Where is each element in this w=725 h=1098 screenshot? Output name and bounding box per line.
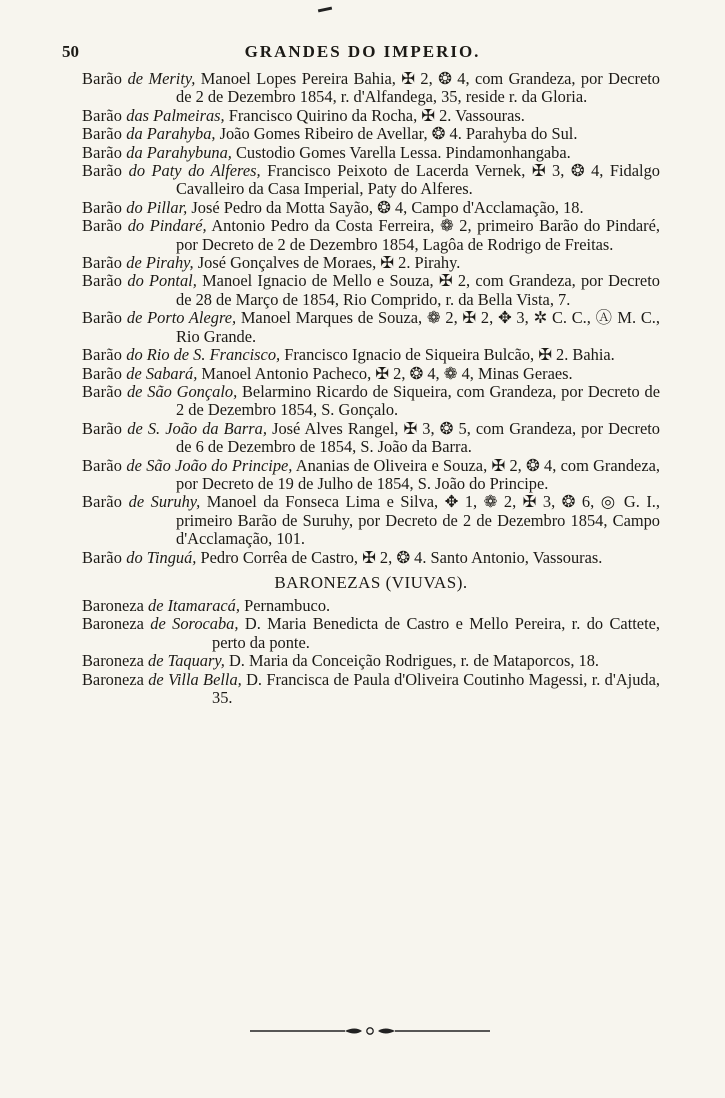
entry: Barão do Rio de S. Francisco, Francisco Ignacio de Siqueira Bulcão, ✠ 2. Bahia. <box>82 345 615 365</box>
section-heading: BARONEZAS (VIUVAS). <box>274 572 468 592</box>
entry: Barão do Pindaré, Antonio Pedro da Costa Ferreira, ❁ 2, primeiro Barão do Pindaré, por Decreto de 2 de Dezembro 1854, Lagôa de Rodrigo de Freitas. <box>82 216 661 254</box>
baroness-entry: Baroneza de Sorocaba, D. Maria Benedicta de Castro e Mello Pereira, r. do Cattete, perto da ponte. <box>82 614 660 652</box>
ornament-rule <box>250 1026 490 1036</box>
entry: Barão de Merity, Manoel Lopes Pereira Bahia, ✠ 2, ❂ 4, com Grandeza, por Decreto de 2 de Dezembro 1854, r. d'Alfandega, 35, reside r. da Gloria. <box>82 69 661 107</box>
running-head: GRANDES DO IMPERIO. <box>244 42 481 61</box>
entry: Barão do Pillar, José Pedro da Motta Sayão, ❂ 4, Campo d'Acclamação, 18. <box>82 197 584 217</box>
top-mark <box>318 7 332 13</box>
entry: Barão de Pirahy, José Gonçalves de Moraes, ✠ 2. Pirahy. <box>82 253 461 273</box>
entry: Barão das Palmeiras, Francisco Quirino da Rocha, ✠ 2. Vassouras. <box>82 105 525 125</box>
baroness-entry: Baroneza de Taquary, D. Maria da Conceição Rodrigues, r. de Mataporcos, 18. <box>82 651 600 671</box>
entry: Barão de Sabará, Manoel Antonio Pacheco, ✠ 2, ❂ 4, ❁ 4, Minas Geraes. <box>82 363 573 383</box>
entry: Barão de Porto Alegre, Manoel Marques de Souza, ❁ 2, ✠ 2, ✥ 3, ✲ C. C., Ⓐ M. C., Rio Grande. <box>82 308 660 346</box>
entry: Barão de Suruhy, Manoel da Fonseca Lima e Silva, ✥ 1, ❁ 2, ✠ 3, ❂ 6, ◎ G. I., primeiro Barão de Suruhy, por Decreto de 2 de Dezembro 1854, Campo d'Acclamação, 101. <box>82 492 660 549</box>
entry: Barão do Tinguá, Pedro Corrêa de Castro, ✠ 2, ❂ 4. Santo Antonio, Vassouras. <box>82 547 603 567</box>
entry: Barão de S. João da Barra, José Alves Rangel, ✠ 3, ❂ 5, com Grandeza, por Decreto de 6 de Dezembro de 1854, S. João da Barra. <box>82 418 660 457</box>
entry: Barão do Paty do Alferes, Francisco Peixoto de Lacerda Vernek, ✠ 3, ❂ 4, Fidalgo Cavalleiro da Casa Imperial, Paty do Alferes. <box>82 161 660 199</box>
baroness-entry: Baroneza de Itamaracá, Pernambuco. <box>82 595 331 615</box>
entry: Barão de São Gonçalo, Belarmino Ricardo de Siqueira, com Grandeza, por Decreto de 2 de Dezembro 1854, S. Gonçalo. <box>82 381 660 420</box>
fleuron-icon <box>250 1026 490 1036</box>
entry: Barão de São João do Principe, Ananias de Oliveira e Souza, ✠ 2, ❂ 4, com Grandeza, por Decreto de 19 de Julho de 1854, S. João do Principe. <box>82 455 660 493</box>
entry: Barão da Parahybuna, Custodio Gomes Varella Lessa. Pindamonhangaba. <box>82 142 571 162</box>
entry: Barão do Pontal, Manoel Ignacio de Mello e Souza, ✠ 2, com Grandeza, por Decreto de 28 de Março de 1854, Rio Comprido, r. da Bella Vista, 7. <box>82 271 660 309</box>
entries-list <box>82 70 660 707</box>
entry: Barão da Parahyba, João Gomes Ribeiro de Avellar, ❂ 4. Parahyba do Sul. <box>82 124 578 144</box>
baroness-entry: Baroneza de Villa Bella, D. Francisca de Paula d'Oliveira Coutinho Magessi, r. d'Ajuda, 35. <box>82 669 660 707</box>
page-number: 50 <box>62 42 79 61</box>
